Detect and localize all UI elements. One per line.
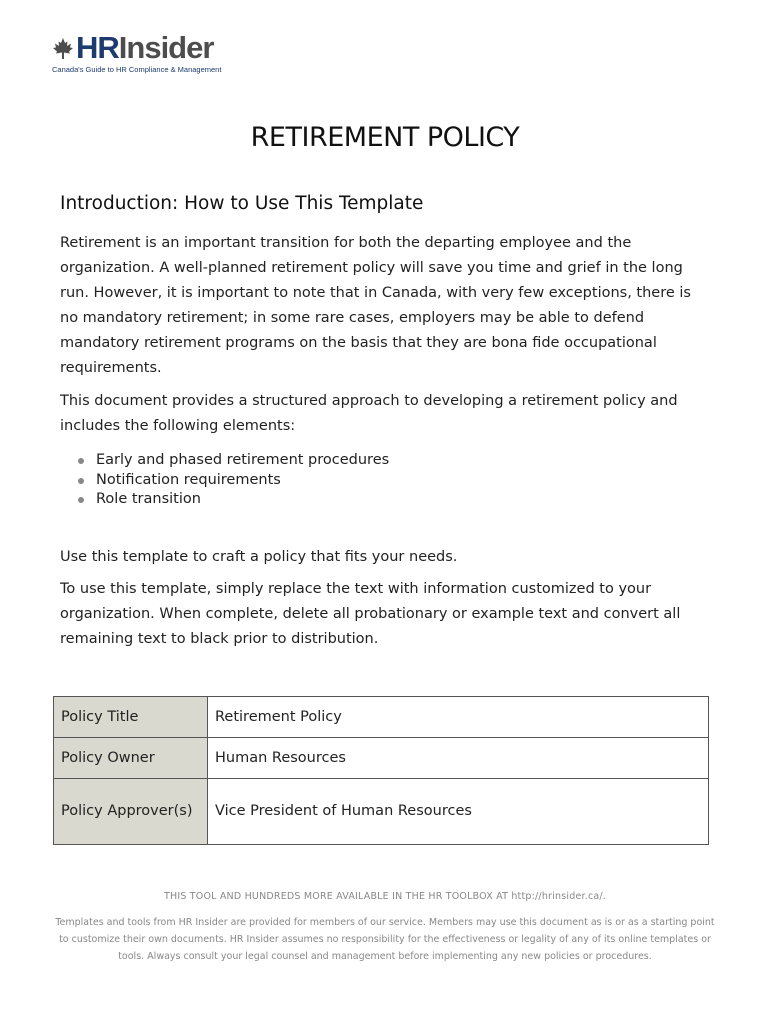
intro-paragraph-1: Retirement is an important transition for both the departing employee and the organization. A well-planned retirement policy will save you time and grief in the long run. However, it is important to note that in Canada, with very few exceptions, there is no mandatory retirement; in some rare cases, employers may be able to defend mandatory retirement programs on the basis that they are bona fide occupational requirements. [60, 235, 691, 376]
table-row [54, 697, 709, 738]
hr-insider-logo [52, 32, 252, 76]
policy-title-value: Retirement Policy [208, 697, 709, 738]
table-row [54, 738, 709, 779]
logo-hr-text: HR [76, 30, 119, 65]
bullet-icon [78, 478, 84, 484]
policy-owner-label: Policy Owner [54, 738, 208, 779]
bullet-icon [78, 497, 84, 503]
page-title: RETIREMENT POLICY [250, 122, 520, 153]
bullet-icon [78, 458, 84, 464]
list-item-text: Role transition [96, 491, 201, 507]
intro-paragraph-3: Use this template to craft a policy that fits your needs. [60, 549, 458, 565]
list-item-text: Early and phased retirement procedures [96, 452, 390, 468]
maple-leaf-icon [52, 37, 74, 61]
list-item [78, 471, 389, 491]
elements-list [78, 451, 389, 510]
table-row [54, 779, 709, 845]
list-item-text: Notification requirements [96, 471, 281, 488]
policy-approver-value: Vice President of Human Resources [208, 779, 709, 845]
disclaimer-text: Templates and tools from HR Insider are provided for members of our service. Members may use this document as is or as a starting point to customize their own documents. HR Insider assumes no responsibility for the effectiveness or legality of any of its online templates or tools. Always consult your legal counsel and management before implementing any new policies or procedures. [55, 917, 715, 962]
toolbox-notice: THIS TOOL AND HUNDREDS MORE AVAILABLE IN THE HR TOOLBOX AT http://hrinsider.ca/. [163, 891, 607, 902]
intro-paragraph-4: To use this template, simply replace the text with information customized to your organization. When complete, delete all probationary or example text and convert all remaining text to black prior to distribution. [60, 581, 681, 647]
policy-info-table [53, 696, 709, 845]
list-item [78, 490, 389, 510]
intro-paragraph-2: This document provides a structured approach to developing a retirement policy and includes the following elements: [60, 393, 678, 434]
list-item [78, 451, 389, 471]
intro-heading: Introduction: How to Use This Template [60, 193, 424, 214]
policy-owner-value: Human Resources [208, 738, 709, 779]
logo-insider-text: Insider [118, 30, 214, 65]
policy-approver-label: Policy Approver(s) [54, 779, 208, 845]
logo-tagline: Canada's Guide to HR Compliance & Management [52, 65, 222, 74]
policy-title-label: Policy Title [54, 697, 208, 738]
